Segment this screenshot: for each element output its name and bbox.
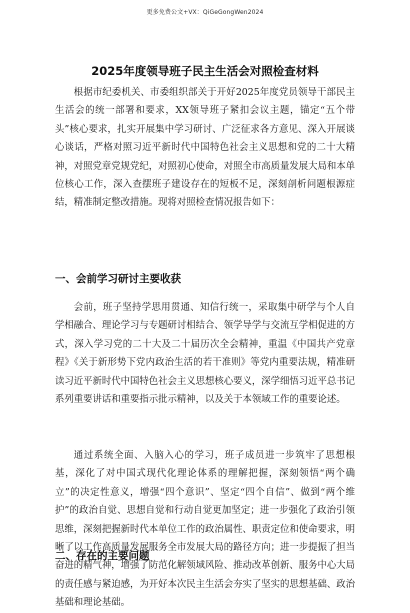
intro-paragraph: 根据市纪委机关、市委组织部关于开好2025年度党员领导干部民主生活会的统一部署和要求，XX领导班子紧扣会议主题，锚定“五个带头”核心要求，扎实开展集中学习研讨、广泛征求各方意见、深入开展谈心谈话，严格对照习近平新时代中国特色社会主义思想和党的二十大精神，对照党章党规党纪，对照初心使命，对照全市高质量发展大局和本单位核心工作，深入查摆班子建设存在的短板不足，深刻剖析问题根源症结，精准制定整改措施。现将对照检查情况报告如下： <box>55 87 356 209</box>
section-heading-1: 一、会前学习研讨主要收获 <box>55 273 181 285</box>
section1-paragraph-1: 会前，班子坚持学思用贯通、知信行统一，采取集中研学与个人自学相融合、理论学习与专题研讨相结合、领学导学与交流互学相促进的方式，深入学习党的二十大及二十届历次全会精神，重温《中国共产党章程》《关于新形势下党内政治生活的若干准则》等党内重要法规，精准研读习近平新时代中国特色社会主义思想核心要义，深学细悟习近平总书记系列重要讲话和重要指示批示精神，以及关于本领域工作的重要论述。 <box>55 302 356 406</box>
watermark-text: 更多免费公文+VX：QiGeGongWen2024 <box>146 9 264 16</box>
section1-paragraph-2: 通过系统全面、入脑入心的学习，班子成员进一步筑牢了思想根基，深化了对中国式现代化理论体系的理解把握，深刻领悟“两个确立”的决定性意义，增强“四个意识”、坚定“四个自信”、做到“两个维护”的政治自觉、思想自觉和行动自觉更加坚定；进一步强化了政治引领思维，深刻把握新时代本单位工作的政治属性、职责定位和使命要求，明晰了以工作高质量发展服务全市发展大局的路径方向；进一步提振了担当奋进的精气神，增强了防范化解领域风险、推动改革创新、服务中心大局的责任感与紧迫感，为开好本次民主生活会夯实了坚实的思想基础、政治基础和理论基础。 <box>55 450 356 609</box>
section-heading-2: 二、存在的主要问题 <box>55 550 150 562</box>
document-title: 2025年度领导班子民主生活会对照检查材料 <box>91 64 319 78</box>
